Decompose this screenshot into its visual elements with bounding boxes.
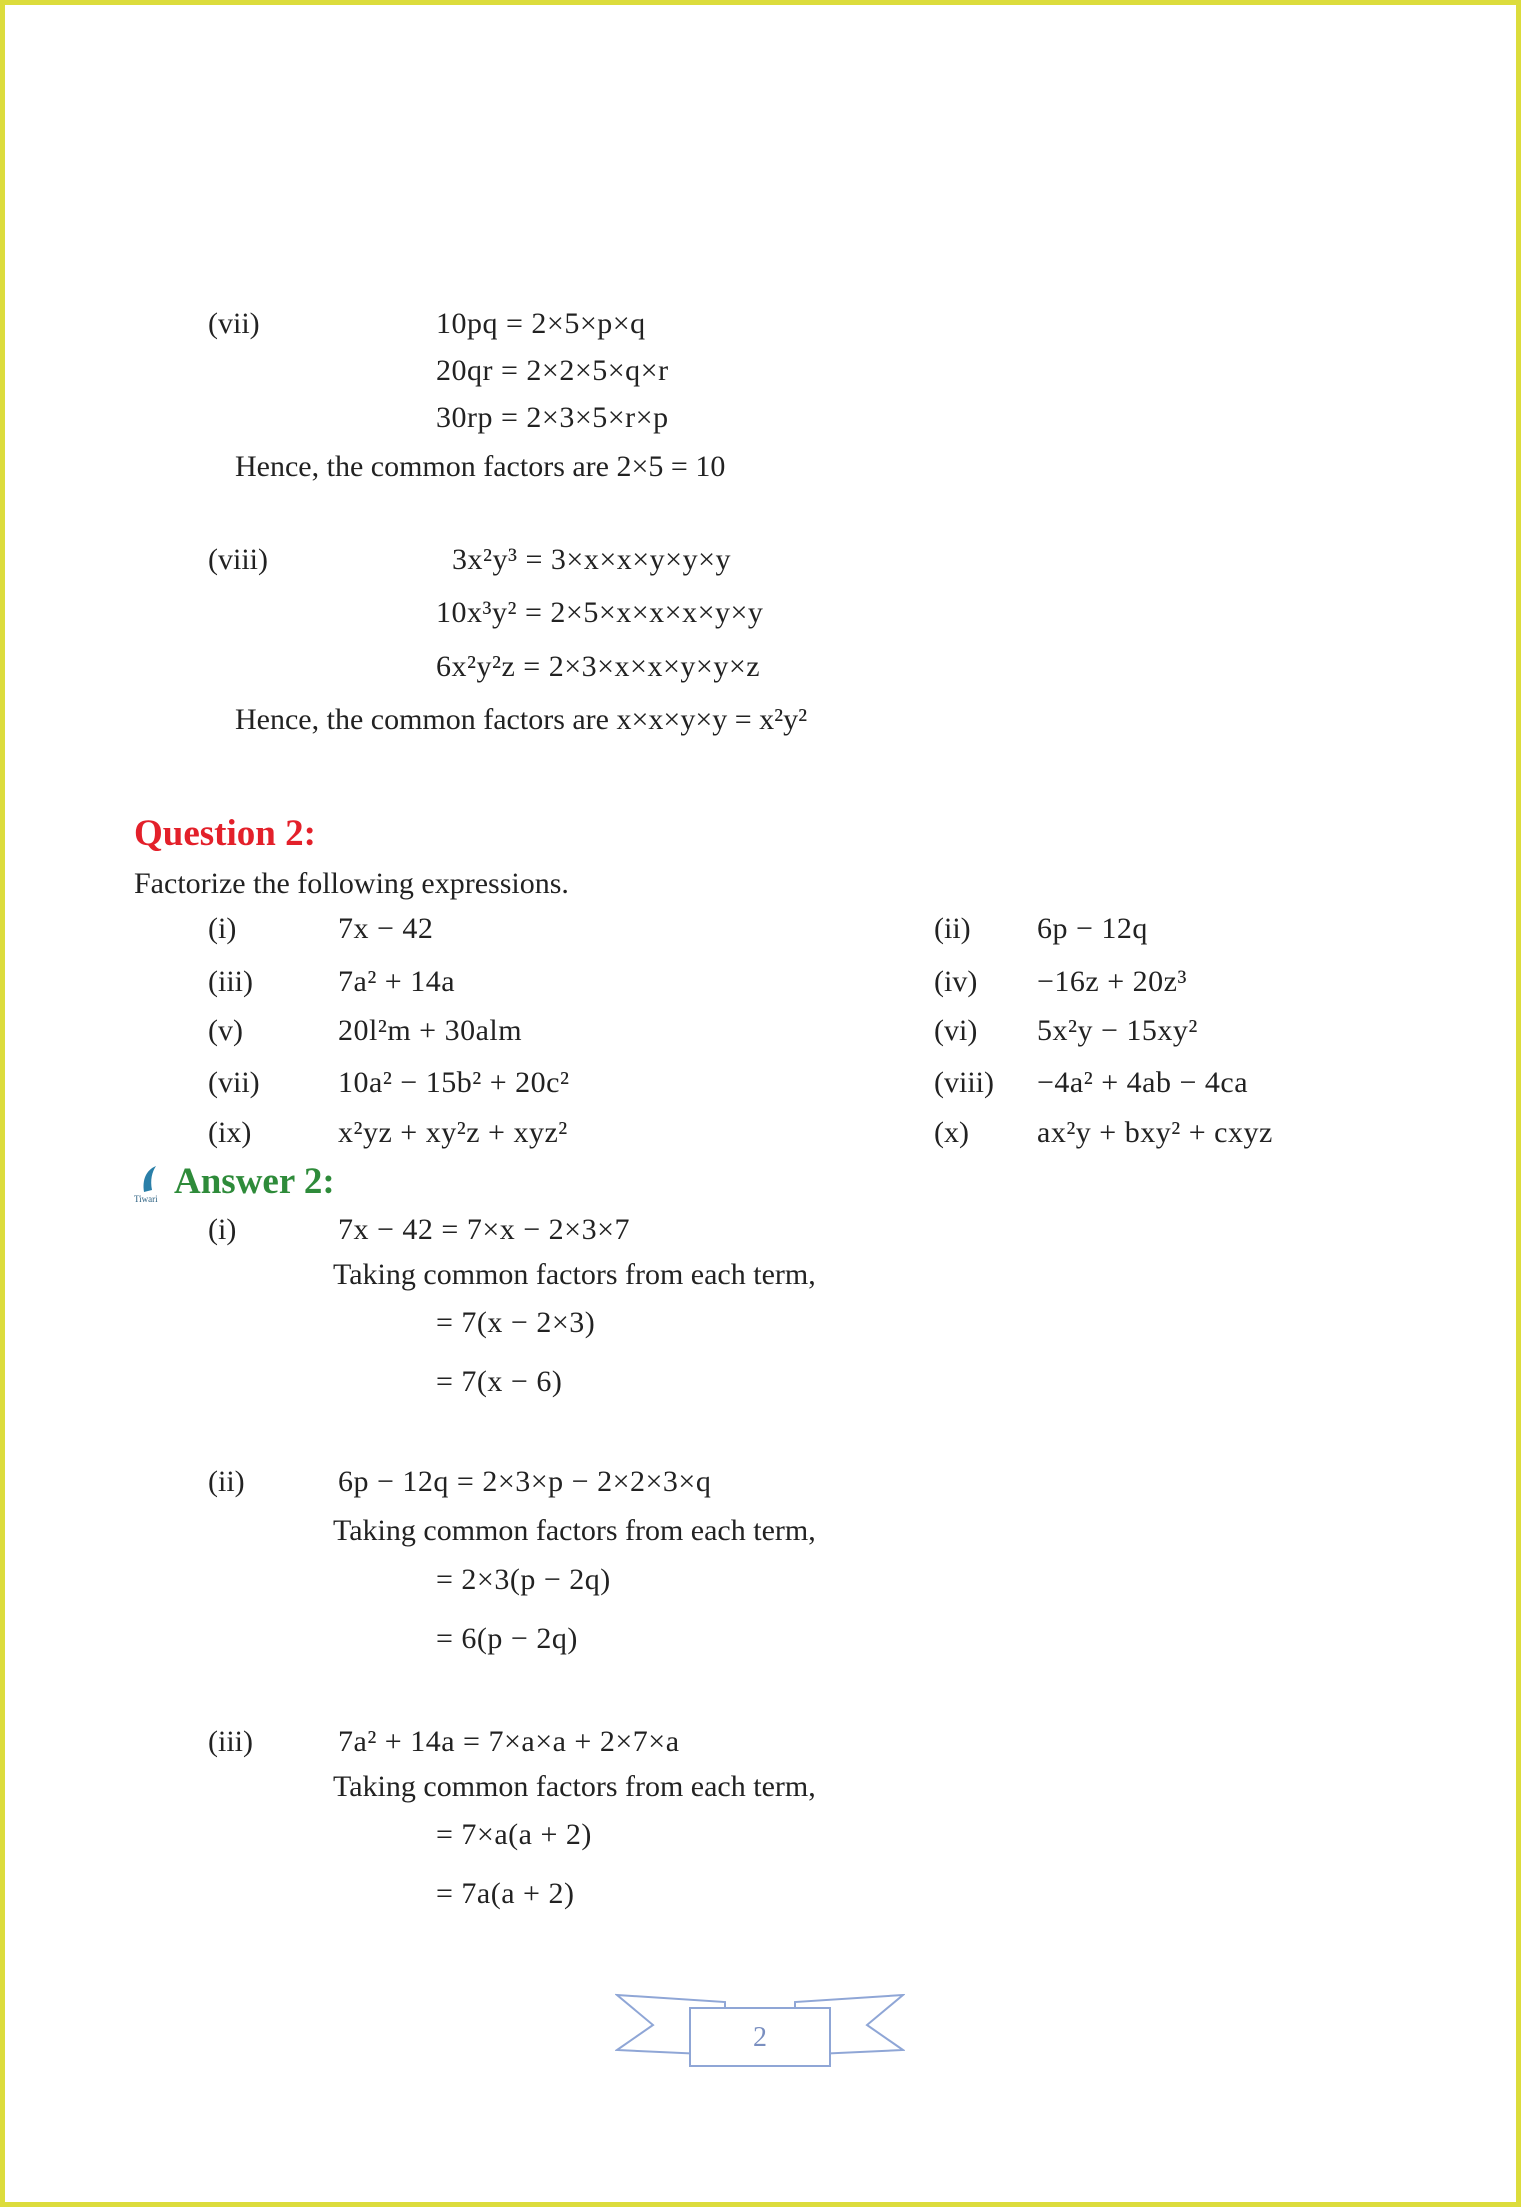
step-line: = 6(p − 2q) [436,1622,578,1655]
item-label: (x) [934,1116,969,1149]
part-label: (ii) [208,1465,245,1498]
page-number: 2 [753,2022,767,2053]
item-expression: 5x²y − 15xy² [1037,1014,1198,1047]
tiwari-logo-icon [132,1164,172,1204]
part-label: (i) [208,1213,237,1246]
item-expression: 10a² − 15b² + 20c² [338,1066,570,1099]
item-label: (v) [208,1014,243,1047]
item-expression: x²yz + xy²z + xyz² [338,1116,568,1149]
question-heading: Question 2: [134,813,316,854]
question-prompt: Factorize the following expressions. [134,867,569,900]
item-expression: 6p − 12q [1037,912,1148,945]
item-expression: −16z + 20z³ [1037,965,1187,998]
item-expression: 7x − 42 [338,912,434,945]
part-label: (viii) [208,543,268,576]
step-line: = 7(x − 6) [436,1365,563,1398]
step-line: = 7(x − 2×3) [436,1306,596,1339]
equation-line: 7x − 42 = 7×x − 2×3×7 [338,1213,631,1246]
equation-line: 6x²y²z = 2×3×x×x×y×y×z [436,650,761,683]
equation-line: 7a² + 14a = 7×a×a + 2×7×a [338,1725,680,1758]
step-line: = 7×a(a + 2) [436,1818,592,1851]
item-expression: −4a² + 4ab − 4ca [1037,1066,1249,1099]
svg-text:Tiwari: Tiwari [134,1194,158,1204]
note-text: Taking common factors from each term, [333,1514,816,1547]
item-expression: ax²y + bxy² + cxyz [1037,1116,1273,1149]
note-text: Taking common factors from each term, [333,1258,816,1291]
equation-line: 3x²y³ = 3×x×x×y×y×y [452,543,732,576]
item-expression: 7a² + 14a [338,965,456,998]
conclusion-text: Hence, the common factors are 2×5 = 10 [235,450,726,483]
part-label: (vii) [208,307,260,340]
step-line: = 2×3(p − 2q) [436,1563,611,1596]
item-expression: 20l²m + 30alm [338,1014,523,1047]
conclusion-text: Hence, the common factors are x×x×y×y = x²y² [235,703,808,736]
item-label: (ix) [208,1116,252,1149]
equation-line: 10x³y² = 2×5×x×x×x×y×y [436,596,764,629]
step-line: = 7a(a + 2) [436,1877,575,1910]
item-label: (ii) [934,912,971,945]
note-text: Taking common factors from each term, [333,1770,816,1803]
part-label: (iii) [208,1725,253,1758]
item-label: (iii) [208,965,253,998]
equation-line: 6p − 12q = 2×3×p − 2×2×3×q [338,1465,712,1498]
item-label: (iv) [934,965,978,998]
item-label: (vii) [208,1066,260,1099]
equation-line: 20qr = 2×2×5×q×r [436,354,669,387]
answer-heading: Answer 2: [174,1161,335,1202]
item-label: (viii) [934,1066,994,1099]
equation-line: 30rp = 2×3×5×r×p [436,401,669,434]
item-label: (i) [208,912,237,945]
item-label: (vi) [934,1014,978,1047]
equation-line: 10pq = 2×5×p×q [436,307,646,340]
